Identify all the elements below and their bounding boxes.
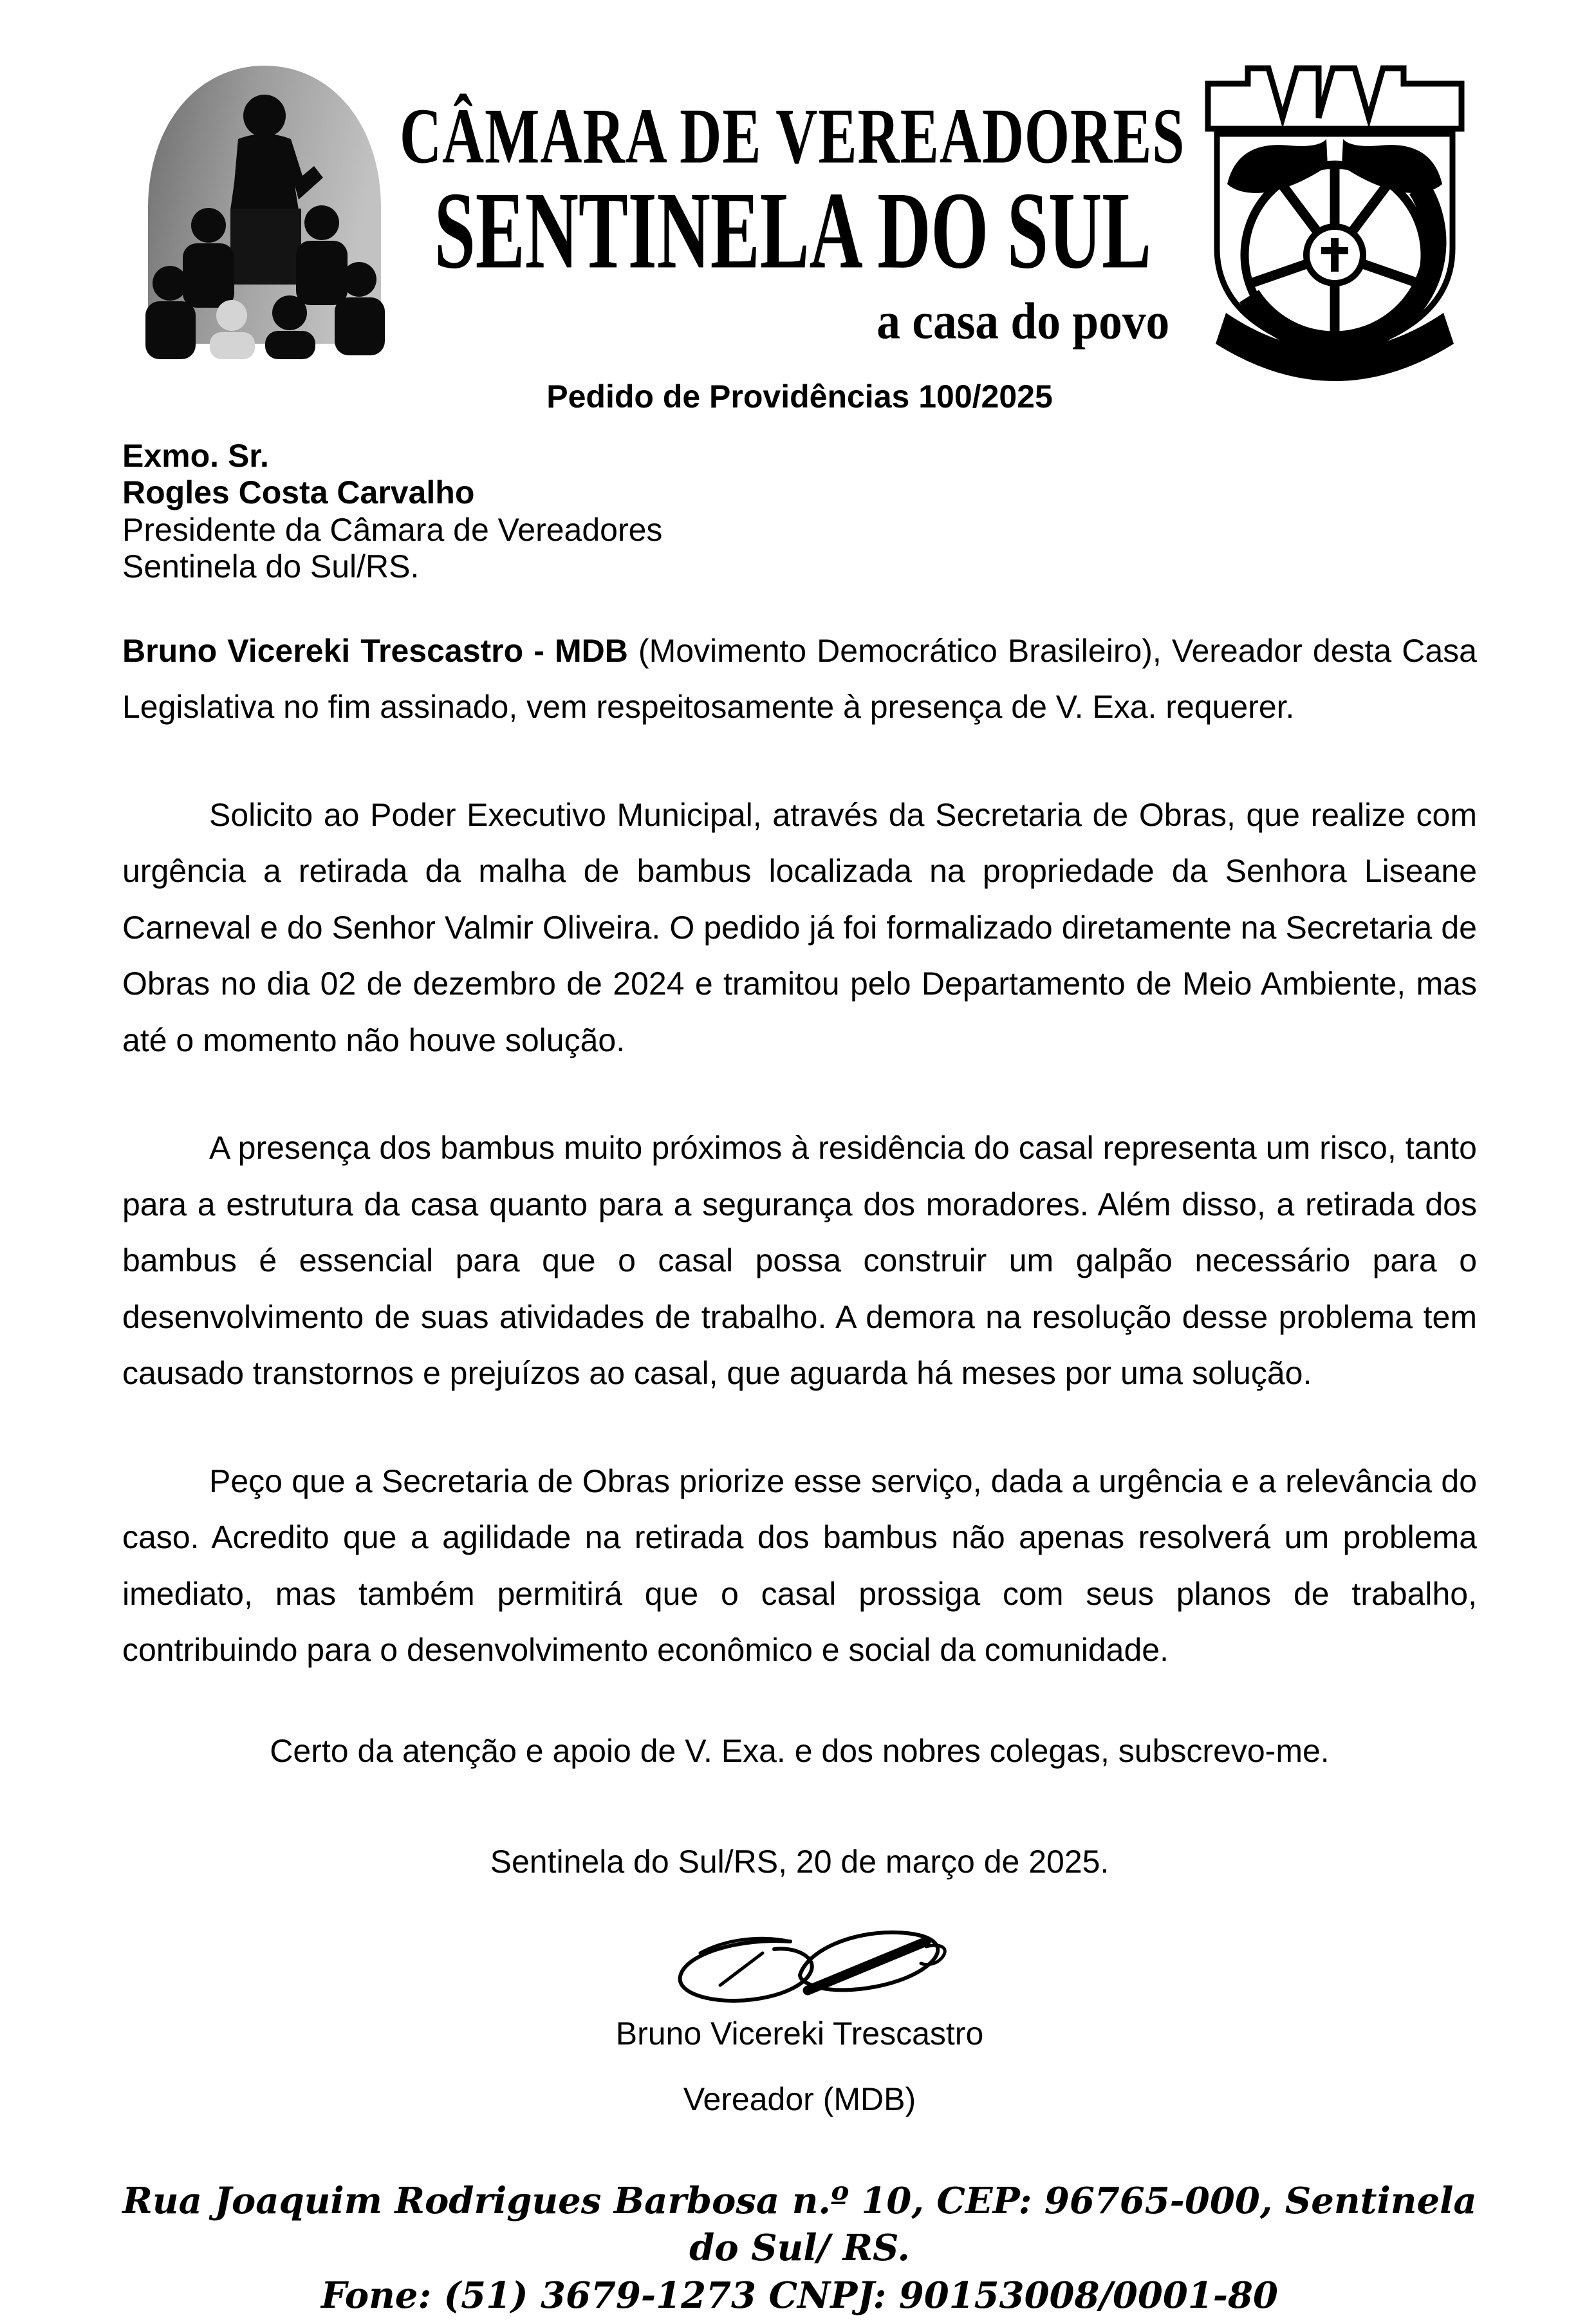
letter-footer [122, 2178, 1477, 2320]
footer-address-line: Rua Joaquim Rodrigues Barbosa n.º 10, CEP: 96765-000, Sentinela do Sul/ RS. [122, 2178, 1477, 2273]
signature-block [122, 1913, 1477, 2119]
signatory-name: Bruno Vicereki Trescastro [122, 2014, 1477, 2053]
handwritten-signature-icon [639, 1913, 961, 2026]
intro-paragraph [122, 623, 1477, 736]
document-title: Pedido de Providências 100/2025 [122, 379, 1477, 416]
body-paragraph-3: Peço que a Secretaria de Obras priorize esse serviço, dada a urgência e a relevância do caso. Acredito que a agilidade na retirada dos bambus não apenas resolverá um problema imediato, mas também permitirá que o casal prossiga com seus planos de trabalho, contribuindo para o desenvolvimento econômico e social da comunidade. [122, 1454, 1477, 1679]
letterhead [136, 57, 1477, 370]
footer-phone-line: Fone: (51) 3679-1273 CNPJ: 90153008/0001-80 [122, 2272, 1477, 2320]
body-paragraph-2: A presença dos bambus muito próximos à residência do casal representa um risco, tanto para a estrutura da casa quanto para a segurança dos moradores. Além disso, a retirada dos bambus é essencial para que o casal possa construir um galpão necessário para o desenvolvimento de suas atividades de trabalho. A demora na resolução desse problema tem causado transtornos e prejuízos ao casal, que aguarda há meses por uma solução. [122, 1120, 1477, 1402]
addressee-salutation: Exmo. Sr. [122, 438, 1477, 475]
author-name-bold: Bruno Vicereki Trescastro - MDB [122, 633, 628, 669]
council-people-logo-icon [136, 57, 393, 359]
org-name-line2: SENTINELA DO SUL [434, 175, 1151, 286]
intro-paragraph-text: (Movimento Democrático Brasileiro), Vereador desta Casa Legislativa no fim assinado, vem respeitosamente à presença de V. Exa. requerer. [122, 633, 1477, 725]
dateline: Sentinela do Sul/RS, 20 de março de 2025. [122, 1842, 1477, 1881]
municipal-coat-of-arms-icon [1192, 57, 1477, 367]
closing-line: Certo da atenção e apoio de V. Exa. e dos nobres colegas, subscrevo-me. [122, 1732, 1477, 1770]
addressee-role: Presidente da Câmara de Vereadores [122, 512, 1477, 549]
signatory-role: Vereador (MDB) [122, 2080, 1477, 2119]
letterhead-text [393, 57, 1192, 339]
addressee-city: Sentinela do Sul/RS. [122, 548, 1477, 586]
addressee-name: Rogles Costa Carvalho [122, 474, 1477, 512]
body-paragraph-1: Solicito ao Poder Executivo Municipal, através da Secretaria de Obras, que realize com urgência a retirada da malha de bambus localizada na propriedade da Senhora Liseane Carneval e do Senhor Valmir Oliveira. O pedido já foi formalizado diretamente na Secretaria de Obras no dia 02 de dezembro de 2024 e tramitou pelo Departamento de Meio Ambiente, mas até o momento não houve solução. [122, 787, 1477, 1069]
addressee-block [122, 438, 1477, 586]
org-name-line1: CÂMARA DE VEREADORES [400, 97, 1185, 176]
org-tagline: a casa do povo [877, 295, 1169, 346]
